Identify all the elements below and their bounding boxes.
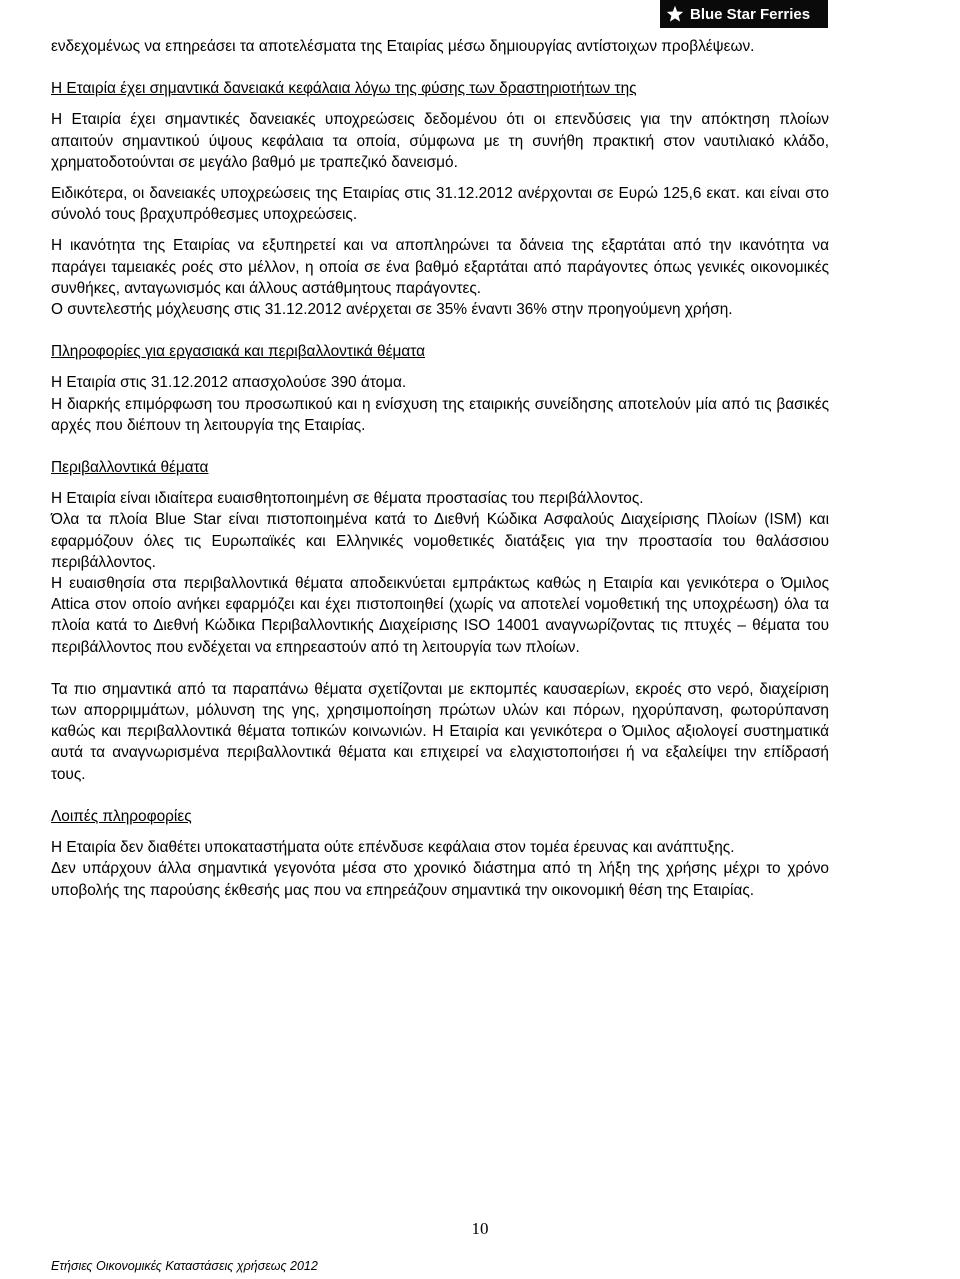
paragraph: Όλα τα πλοία Blue Star είναι πιστοποιημένα κατά το Διεθνή Κώδικα Ασφαλούς Διαχείρισης Πλοίων (ISM) και εφαρμόζουν όλες τις Ευρωπαϊκές και Ελληνικές νομοθετικές διατάξεις για την προστασία του θαλάσσιου περιβάλλοντος.: [51, 511, 829, 571]
paragraph: Η διαρκής επιμόρφωση του προσωπικού και η ενίσχυση της εταιρικής συνείδησης αποτελούν μία από τις βασικές αρχές που διέπουν τη λειτουργία της Εταιρίας.: [51, 395, 829, 434]
paragraph: Η ικανότητα της Εταιρίας να εξυπηρετεί και να αποπληρώνει τα δάνεια της εξαρτάται από την ικανότητα να παράγει ταμειακές ροές στο μέλλον, η οποία σε ένα βαθμό εξαρτάται από παράγοντες όπως γενικές οικονομικές συνθήκες, ανταγωνισμός και άλλους αστάθμητους παράγοντες.: [51, 237, 829, 297]
paragraph: ενδεχομένως να επηρεάσει τα αποτελέσματα της Εταιρίας μέσω δημιουργίας αντίστοιχων προβλέψεων.: [51, 38, 755, 55]
document-body: [51, 36, 829, 901]
footer-text: Ετήσιες Οικονομικές Καταστάσεις χρήσεως 2012: [51, 1259, 318, 1273]
section-heading-loans: Η Εταιρία έχει σημαντικά δανειακά κεφάλαια λόγω της φύσης των δραστηριοτήτων της: [51, 80, 637, 98]
paragraph: Δεν υπάρχουν άλλα σημαντικά γεγονότα μέσα στο χρονικό διάστημα από τη λήξη της χρήσης μέχρι το χρόνο υποβολής της παρούσης έκθεσής μας που να επηρεάζουν σημαντικά την οικονομική θέση της Εταιρίας.: [51, 860, 829, 899]
paragraph: Η Εταιρία στις 31.12.2012 απασχολούσε 390 άτομα.: [51, 374, 407, 392]
star-icon: [666, 5, 684, 23]
page-number: 10: [471, 1219, 489, 1238]
paragraph: Ο συντελεστής μόχλευσης στις 31.12.2012 ανέρχεται σε 35% έναντι 36% στην προηγούμενη χρήση.: [51, 301, 733, 319]
paragraph: Η Εταιρία είναι ιδιαίτερα ευαισθητοποιημένη σε θέματα προστασίας του περιβάλλοντος.: [51, 490, 644, 508]
logo-text: Blue Star Ferries: [690, 5, 811, 23]
section-heading-other: Λοιπές πληροφορίες: [51, 807, 192, 825]
paragraph: Ειδικότερα, οι δανειακές υποχρεώσεις της Εταιρίας στις 31.12.2012 ανέρχονται σε Ευρώ 125,6 εκατ. και είναι στο σύνολό τους βραχυπρόθεσμες υποχρεώσεις.: [51, 185, 829, 224]
paragraph: Τα πιο σημαντικά από τα παραπάνω θέματα σχετίζονται με εκπομπές καυσαερίων, εκροές στο νερό, διαχείριση των απορριμμάτων, μόλυνση της γης, χρησιμοποίηση πρώτων υλών και πόρων, ηχορύπανση, φωτορύπανση καθώς και περιβαλλοντικά θέματα τοπικών κοινωνιών. Η Εταιρία και γενικότερα ο Όμιλος αξιολογεί συστηματικά αυτά τα αναγνωρισμένα περιβαλλοντικά θέματα και επιχειρεί να ελαχιστοποιήσει ή να εξαλείψει την επίδρασή τους.: [51, 680, 829, 783]
paragraph: Η Εταιρία δεν διαθέτει υποκαταστήματα ούτε επένδυσε κεφάλαια στον τομέα έρευνας και ανάπτυξης.: [51, 839, 735, 857]
paragraph: Η ευαισθησία στα περιβαλλοντικά θέματα αποδεικνύεται εμπράκτως καθώς η Εταιρία και γενικότερα ο Όμιλος Attica στον οποίο ανήκει εφαρμόζει και έχει πιστοποιηθεί (χωρίς να αποτελεί νομοθετική της υποχρέωση) όλα τα πλοία κατά το Διεθνή Κώδικα Περιβαλλοντικής Διαχείρισης ISO 14001 αναγνωρίζοντας τις πτυχές – θέματα του περιβάλλοντος που ενδέχεται να επηρεαστούν από τη λειτουργία των πλοίων.: [51, 575, 829, 656]
paragraph: Η Εταιρία έχει σημαντικές δανειακές υποχρεώσεις δεδομένου ότι οι επενδύσεις για την απόκτηση πλοίων απαιτούν σημαντικού ύψους κεφάλαια τα οποία, σύμφωνα με τη συνήθη πρακτική στον ναυτιλιακό κλάδο, χρηματοδοτούνται σε μεγάλο βαθμό με τραπεζικό δανεισμό.: [51, 111, 829, 171]
blue-star-ferries-logo: [660, 0, 828, 28]
section-heading-labor-environment: Πληροφορίες για εργασιακά και περιβαλλοντικά θέματα: [51, 343, 425, 361]
section-heading-environment: Περιβαλλοντικά θέματα: [51, 459, 209, 477]
